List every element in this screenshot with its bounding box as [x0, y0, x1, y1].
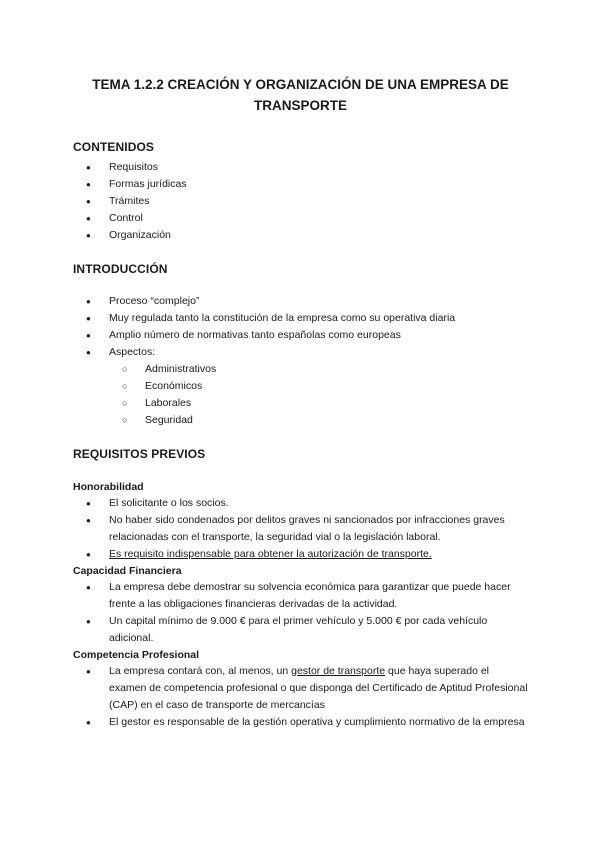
list-item: ● Organización: [73, 227, 528, 244]
list-item: ● Requisitos: [73, 159, 528, 176]
contenidos-heading: CONTENIDOS: [73, 140, 155, 154]
list-item: ○ Seguridad: [73, 412, 528, 429]
list-item: ● El gestor es responsable de la gestión operativa y cumplimiento normativo de la empresa: [73, 714, 528, 731]
honorabilidad-heading: Honorabilidad: [73, 481, 144, 493]
item-text: que haya superado el examen de competencia profesional o que disponga del Certificado de Aptitud Profesional (CAP) en el caso de transporte de mercancías: [109, 665, 528, 711]
competencia-list: [73, 663, 528, 731]
list-item: ○ Administrativos: [73, 361, 528, 378]
list-item: ● Un capital mínimo de 9.000 € para el primer vehículo y 5.000 € por cada vehículo adicional.: [73, 613, 528, 647]
list-item: ● El solicitante o los socios.: [73, 495, 528, 512]
competencia-heading: Competencia Profesional: [73, 649, 200, 661]
aspectos-list: [73, 361, 528, 429]
list-item: ● Muy regulada tanto la constitución de la empresa como su operativa diaria: [73, 310, 528, 327]
list-item: ● Formas jurídicas: [73, 176, 528, 193]
list-item: ○ Laborales: [73, 395, 528, 412]
requisitos-heading: REQUISITOS PREVIOS: [73, 447, 206, 461]
contenidos-list: [73, 159, 528, 244]
list-item: ● Control: [73, 210, 528, 227]
capacidad-list: [73, 579, 528, 647]
introduccion-heading: INTRODUCCIÓN: [73, 262, 168, 276]
document-title: [73, 0, 528, 116]
list-item: [73, 663, 528, 714]
list-item: ● No haber sido condenados por delitos graves ni sancionados por infracciones graves relacionadas con el transporte, la seguridad vial o la legislación laboral.: [73, 512, 528, 546]
title-line-2: TRANSPORTE: [253, 98, 347, 113]
introduccion-list: [73, 293, 528, 361]
title-line-1: TEMA 1.2.2 CREACIÓN Y ORGANIZACIÓN DE UNA EMPRESA DE: [92, 77, 509, 92]
list-item: ● Proceso “complejo”: [73, 293, 528, 310]
list-item: ● Aspectos:: [73, 344, 528, 361]
honorabilidad-list: [73, 495, 528, 563]
capacidad-heading: Capacidad Financiera: [73, 565, 182, 577]
list-item: ● La empresa debe demostrar su solvencia económica para garantizar que puede hacer frente a las obligaciones financieras derivadas de la actividad.: [73, 579, 528, 613]
list-item: ● Trámites: [73, 193, 528, 210]
gestor-link: gestor de transporte: [291, 665, 386, 677]
list-item: ● Amplio número de normativas tanto españolas como europeas: [73, 327, 528, 344]
list-item: ○ Económicos: [73, 378, 528, 395]
item-text: La empresa contará con, al menos, un: [109, 665, 292, 677]
list-item: ● Es requisito indispensable para obtener la autorización de transporte.: [73, 546, 528, 563]
